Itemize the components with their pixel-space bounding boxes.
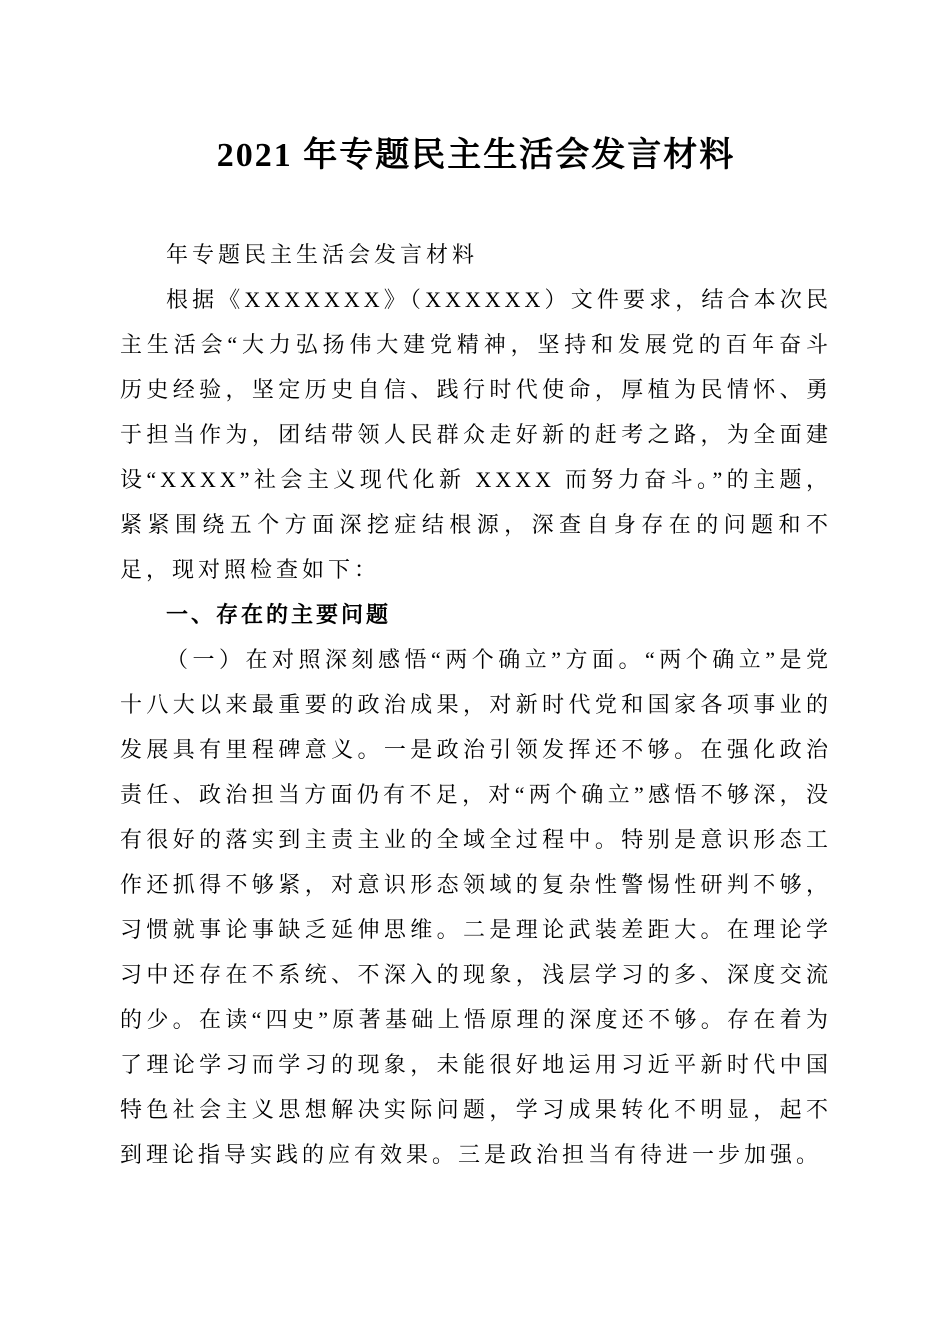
document-title: 2021 年专题民主生活会发言材料 <box>216 137 736 174</box>
paragraph-item-1 <box>120 637 832 1177</box>
item-1-body: “两个确立”是党十八大以来最重要的政治成果，对新时代党和国家各项事业的发展具有里程碑意义。一是政治引领发挥还不够。在强化政治责任、政治担当方面仍有不足，对“两个确立”感悟不够深，没有很好的落实到主责主业的全域全过程中。特别是意识形态工作还抓得不够紧，对意识形态领域的复杂性警惕性研判不够，习惯就事论事缺乏延伸思维。二是理论武装差距大。在理论学习中还存在不系统、不深入的现象，浅层学习的多、深度交流的少。在读“四史”原著基础上悟原理的深度还不够。存在着为了理论学习而学习的现象，未能很好地运用习近平新时代中国特色社会主义思想解决实际问题，学习成果转化不明显，起不到理论指导实践的应有效果。三是政治担当有待进一步加强。 <box>120 647 833 1167</box>
paragraph-intro: 根据《XXXXXXX》（XXXXXX）文件要求，结合本次民主生活会“大力弘扬伟大建党精神，坚持和发展党的百年奋斗历史经验，坚定历史自信、践行时代使命，厚植为民情怀、勇于担当作为，团结带领人民群众走好新的赶考之路，为全面建设“XXXX”社会主义现代化新 XXXX 而努力奋斗。”的主题，紧紧围绕五个方面深挖症结根源，深查自身存在的问题和不足，现对照检查如下： <box>120 287 832 582</box>
title-spacer <box>120 182 832 232</box>
item-1-lead: （一）在对照深刻感悟“两个确立”方面。 <box>166 647 645 672</box>
section-heading-main-problems: 一、存在的主要问题 <box>166 602 392 627</box>
paragraph-subtitle: 年专题民主生活会发言材料 <box>166 242 479 267</box>
